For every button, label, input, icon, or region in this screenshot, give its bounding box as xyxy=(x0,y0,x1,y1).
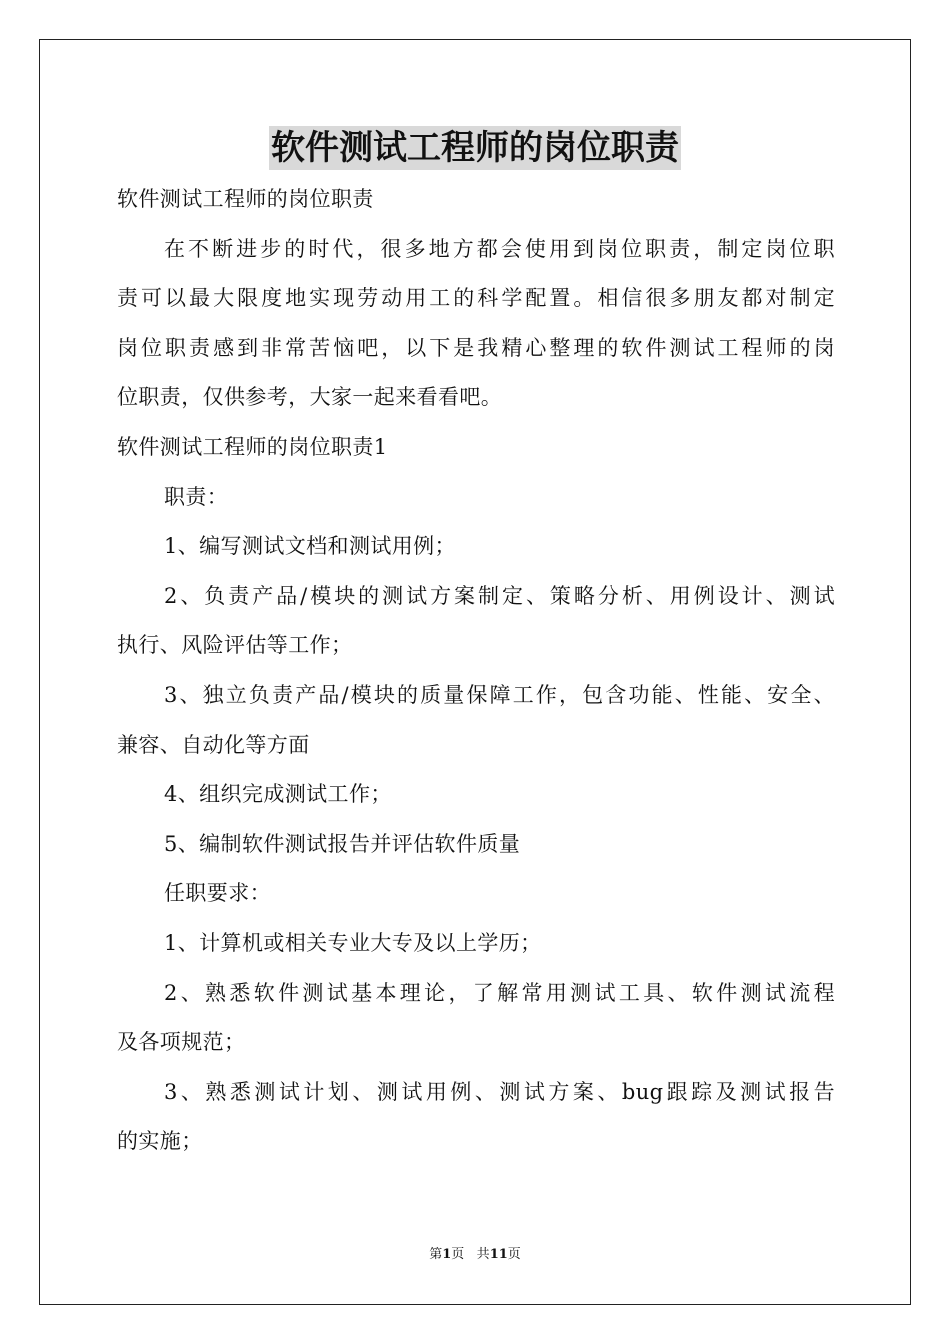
list-heading: 职责： xyxy=(164,484,229,509)
list-item: 2、熟悉软件测试基本理论，了解常用测试工具、软件测试流程 xyxy=(164,980,835,1005)
footer-total-suffix: 页 xyxy=(507,1247,521,1262)
list-item-continuation: 及各项规范； xyxy=(117,1030,246,1055)
list-item-continuation: 兼容、自动化等方面 xyxy=(117,732,310,757)
list-item: 1、计算机或相关专业大专及以上学历； xyxy=(164,930,542,955)
document-body xyxy=(117,175,835,1167)
list-item: 3、独立负责产品/模块的质量保障工作，包含功能、性能、安全、 xyxy=(164,682,835,707)
list-item: 3、熟悉测试计划、测试用例、测试方案、bug跟踪及测试报告 xyxy=(164,1079,835,1104)
list-item: 4、组织完成测试工作； xyxy=(164,782,392,807)
page-footer xyxy=(0,1246,950,1264)
section-heading: 软件测试工程师的岗位职责1 xyxy=(117,434,388,459)
paragraph-line: 责可以最大限度地实现劳动用工的科学配置。相信很多朋友都对制定 xyxy=(117,286,835,311)
footer-page-prefix: 第 xyxy=(429,1247,443,1262)
paragraph-line: 岗位职责感到非常苦恼吧，以下是我精心整理的软件测试工程师的岗 xyxy=(117,335,835,360)
footer-total-pages: 11 xyxy=(489,1247,508,1262)
list-item: 1、编写测试文档和测试用例； xyxy=(164,534,456,559)
paragraph-line: 位职责，仅供参考，大家一起来看看吧。 xyxy=(117,385,503,410)
list-item-continuation: 的实施； xyxy=(117,1129,203,1154)
list-heading: 任职要求： xyxy=(164,881,271,906)
title-area xyxy=(0,126,950,170)
list-item: 5、编制软件测试报告并评估软件质量 xyxy=(164,831,521,856)
list-item: 2、负责产品/模块的测试方案制定、策略分析、用例设计、测试 xyxy=(164,583,835,608)
paragraph-line: 在不断进步的时代，很多地方都会使用到岗位职责，制定岗位职 xyxy=(164,236,835,261)
document-title: 软件测试工程师的岗位职责 xyxy=(271,128,679,168)
subtitle-line: 软件测试工程师的岗位职责 xyxy=(117,187,374,211)
footer-total-prefix: 共 xyxy=(476,1247,490,1262)
footer-page-number: 1 xyxy=(442,1247,452,1262)
list-item-continuation: 执行、风险评估等工作； xyxy=(117,633,353,658)
footer-page-suffix: 页 xyxy=(451,1247,465,1262)
